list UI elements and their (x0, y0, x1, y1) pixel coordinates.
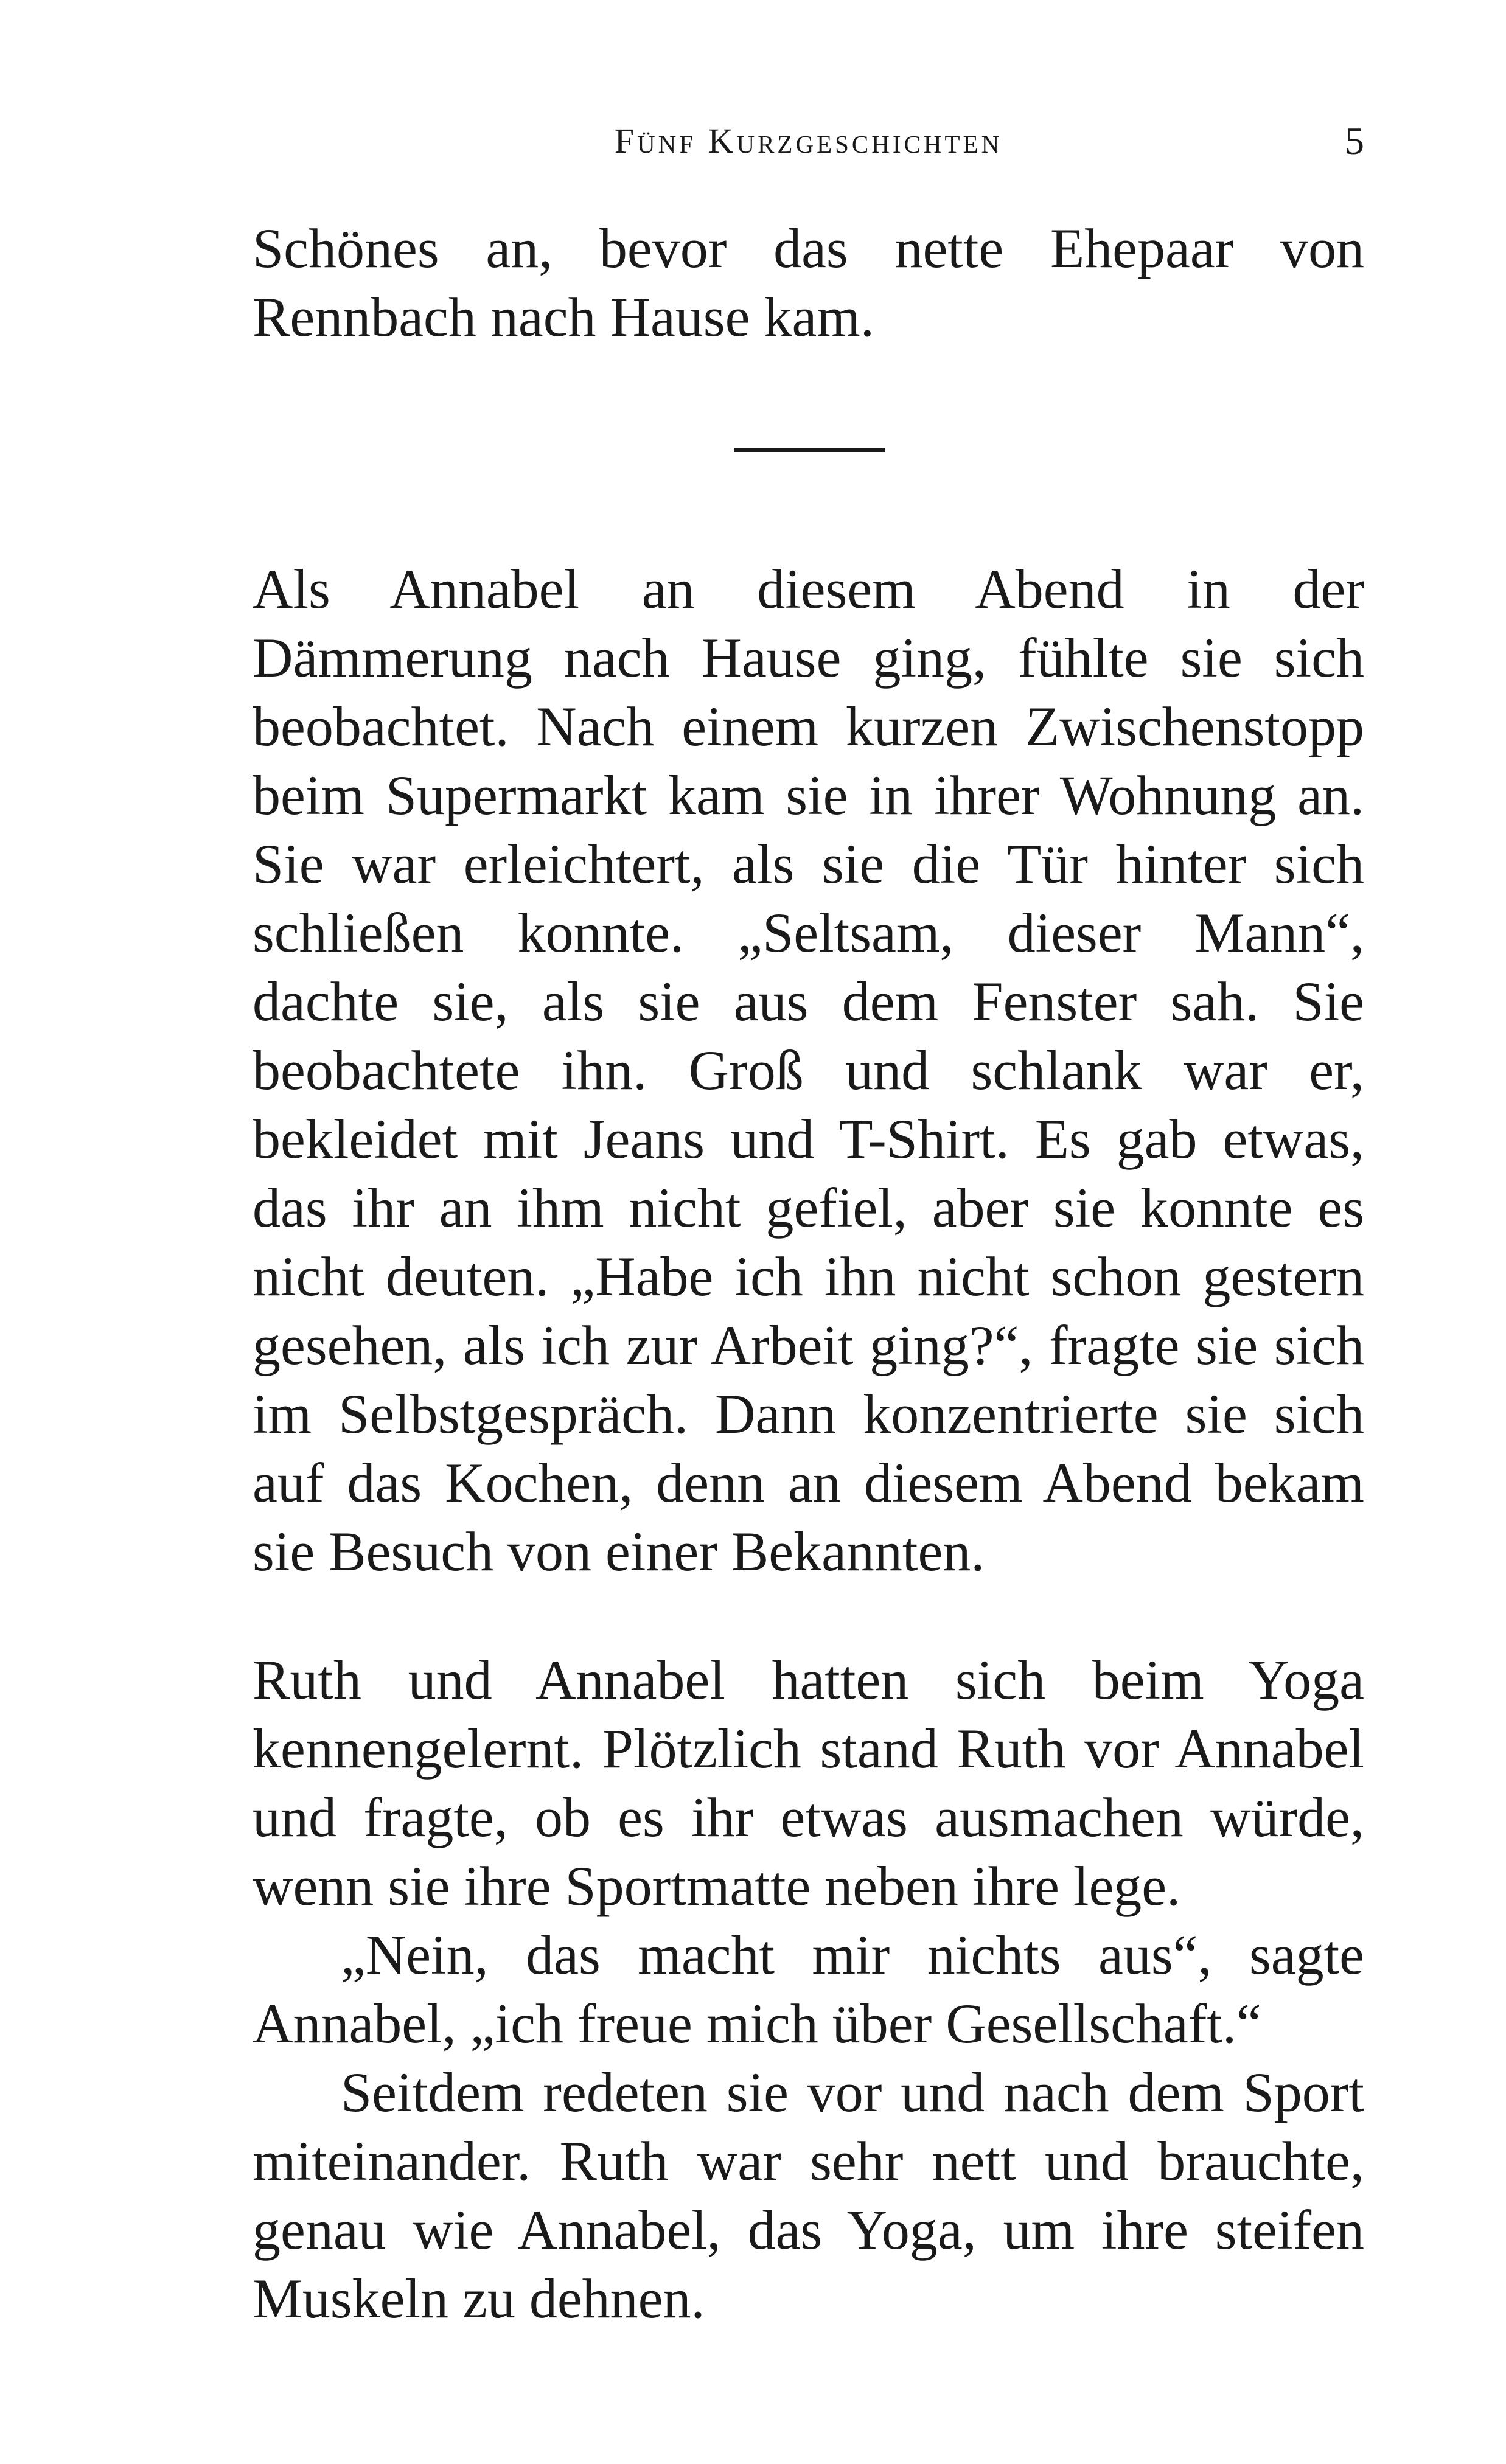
section-break-rule (734, 448, 885, 452)
text-block-section (253, 1646, 1364, 2333)
paragraph: Ruth und Annabel hatten sich beim Yoga kennengelernt. Plötzlich stand Ruth vor Annabel und fragte, ob es ihr etwas ausmachen würde, wenn sie ihre Sportmatte neben ihre lege. (253, 1649, 1364, 1917)
running-header (253, 117, 1364, 165)
paragraph: Seitdem redeten sie vor und nach dem Sport miteinander. Ruth war sehr nett und brauchte, genau wie Annabel, das Yoga, um ihre steifen Muskeln zu dehnen. (253, 2061, 1364, 2330)
paragraph: „Nein, das macht mir nichts aus“, sagte Annabel, „ich freue mich über Gesellschaft.“ (253, 1924, 1364, 2055)
paragraph: Schönes an, bevor das nette Ehepaar von Rennbach nach Hause kam. (253, 217, 1364, 348)
page-number: 5 (1345, 119, 1364, 162)
running-title: Fünf Kurzgeschichten (614, 121, 1003, 161)
paragraph: Als Annabel an diesem Abend in der Dämmerung nach Hause ging, fühlte sie sich beobachtet. Nach einem kurzen Zwischenstopp beim Supermarkt kam sie in ihrer Wohnung an. Sie war erleichtert, als sie die Tür hinter sich schließen konnte. „Seltsam, dieser Mann“, dachte sie, als sie aus dem Fenster sah. Sie beobachtete ihn. Groß und schlank war er, bekleidet mit Jeans und T-Shirt. Es gab etwas, das ihr an ihm nicht gefiel, aber sie konnte es nicht deuten. „Habe ich ihn nicht schon gestern gesehen, als ich zur Arbeit ging?“, fragte sie sich im Selbstgespräch. Dann konzentrierte sie sich auf das Kochen, denn an diesem Abend bekam sie Besuch von einer Bekannten. (253, 558, 1364, 1582)
text-block-section (253, 555, 1364, 1586)
text-block-continuation (253, 214, 1364, 352)
